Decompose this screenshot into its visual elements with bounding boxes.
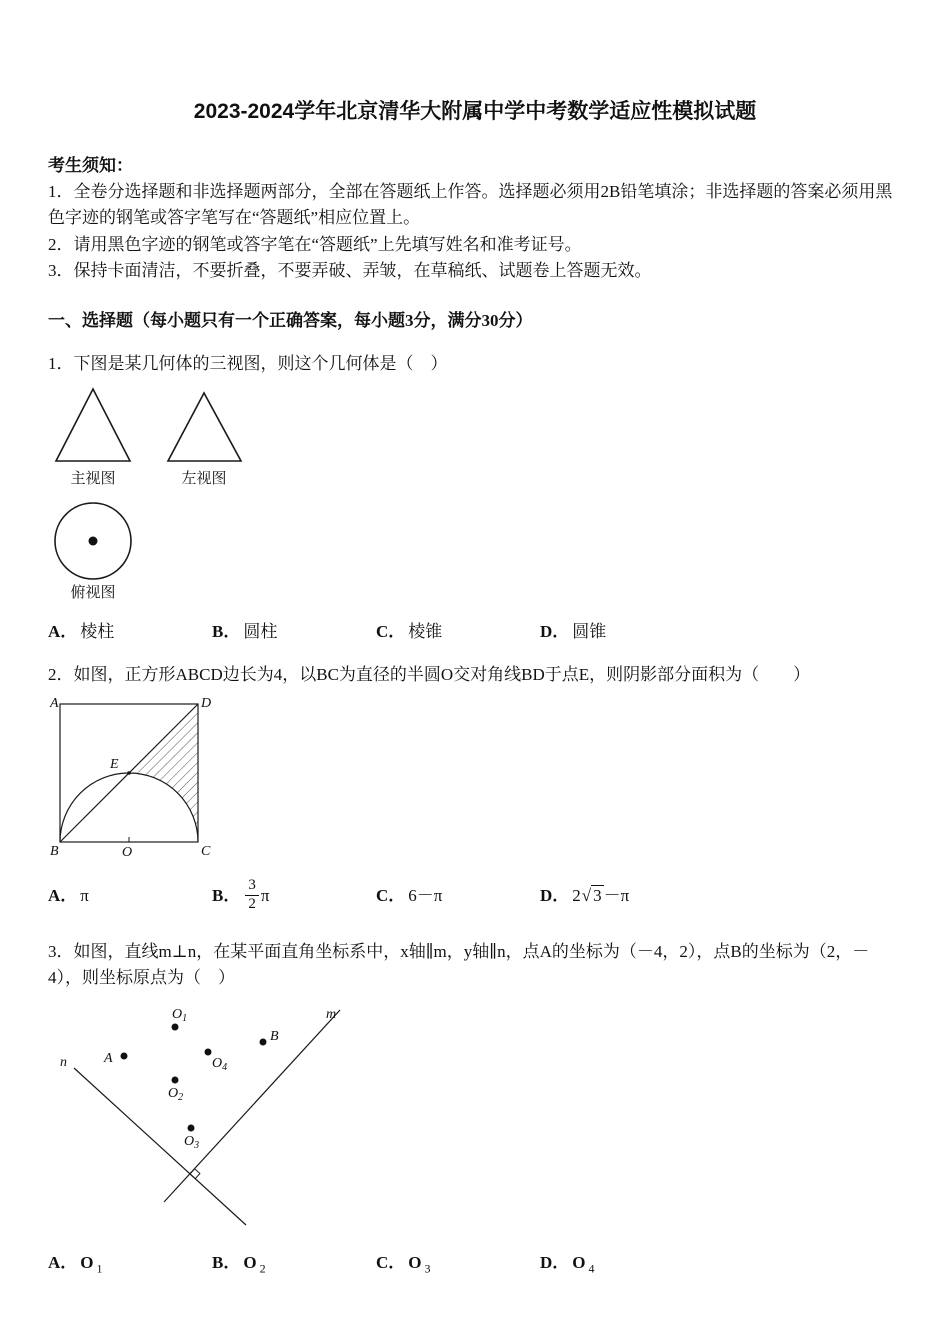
sqrt-sign: √ [581,886,592,906]
point-o2-dot [172,1076,179,1083]
q3-option-b: B． O $_2$ [212,1252,266,1276]
q2-option-a: A． π [48,886,89,906]
point-b-dot [260,1038,267,1045]
right-angle-marker [190,1168,200,1178]
top-view-center-dot [89,536,98,545]
top-view-label: 俯视图 [70,584,116,601]
question-3-options [48,1250,902,1278]
label-a: A [104,1050,113,1066]
notice-heading: 考生须知： [48,155,133,175]
notice-item-3: 3．保持卡面清洁，不要折叠，不要弄破、弄皱，在草稿纸、试题卷上答题无效。 [48,260,652,280]
label-o3: $O_3$ [184,1133,200,1151]
notice-section [48,153,902,285]
line-n [74,1068,246,1225]
three-views-diagram [48,383,348,603]
q2-option-b: B． $\frac{3}{2}$ π [212,877,270,913]
label-n: n [60,1054,67,1070]
question-2-options [48,878,902,913]
label-o4: $O_4$ [212,1055,228,1073]
q1-option-b: B． 圆柱 [212,622,278,642]
q1-option-d: D． 圆锥 [540,622,607,642]
front-view-label: 主视图 [70,470,116,487]
q3-option-d: D． O $_4$ [540,1252,595,1276]
question-1-figure [48,383,902,611]
shaded-region [129,704,198,842]
square-semicircle-diagram [48,694,263,862]
q3-option-a: A． O $_1$ [48,1252,103,1276]
question-2-figure [48,694,902,870]
point-o4-dot [205,1048,212,1055]
page-title: 2023-2024学年北京清华大附属中学中考数学适应性模拟试题 [193,100,757,123]
label-m: m [326,1006,337,1022]
label-c: C [201,843,211,859]
label-o2: $O_2$ [168,1085,184,1103]
q2-option-c: C． 6－π [376,886,443,906]
question-1-text: 1．下图是某几何体的三视图，则这个几何体是（ ） [48,353,448,373]
notice-item-1: 1．全卷分选择题和非选择题两部分，全部在答题纸上作答。选择题必须用2B铅笔填涂；非选择题的答案必须用黑色字迹的钢笔或答字笔写在“答题纸”相应位置上。 [48,181,893,228]
front-view-triangle [56,389,130,461]
point-a-dot [121,1052,128,1059]
notice-item-2: 2．请用黑色字迹的钢笔或答字笔在“答题纸”上先填写姓名和准考证号。 [48,234,582,254]
section-heading: 一、选择题（每小题只有一个正确答案，每小题3分，满分30分） [48,311,533,331]
question-3-text: 3．如图，直线m⊥n，在某平面直角坐标系中，x轴∥m，y轴∥n，点A的坐标为（－4，2），点B的坐标为（2，－4），则坐标原点为（ ） [48,941,870,988]
side-view-triangle [168,393,241,461]
fraction: $\frac{3}{2}$ [245,878,259,913]
side-view-label: 左视图 [181,470,227,487]
label-b: B [270,1028,279,1044]
label-d: D [201,695,212,711]
question-3-figure [48,1004,902,1242]
q1-option-a: A． 棱柱 [48,622,115,642]
label-e: E [110,756,119,772]
label-b: B [50,843,59,859]
label-o1: $O_1$ [172,1006,188,1024]
coordinate-lines-diagram [48,1004,388,1234]
point-e-dot [127,771,131,775]
q1-option-c: C． 棱锥 [376,622,443,642]
question-1-options [48,619,902,645]
question-2-text: 2．如图，正方形ABCD边长为4，以BC为直径的半圆O交对角线BD于点E，则阴影部分面积为（ ） [48,664,811,684]
point-o3-dot [188,1124,195,1131]
q2-option-d: D． 2√ 3 －π [540,886,630,906]
point-o1-dot [172,1023,179,1030]
q3-option-c: C． O $_3$ [376,1252,431,1276]
label-o: O [122,844,133,860]
label-a: A [50,695,59,711]
